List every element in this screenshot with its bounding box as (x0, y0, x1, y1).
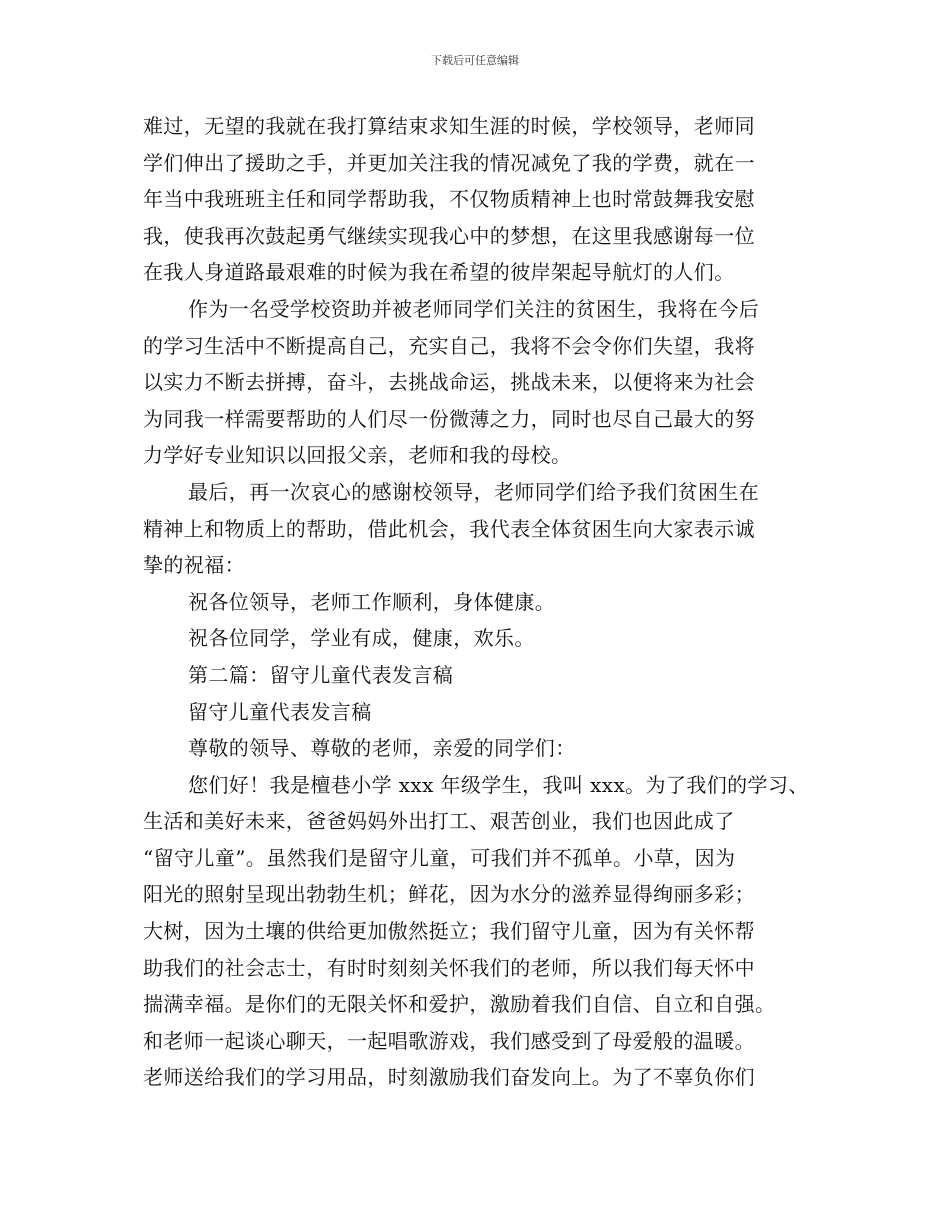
text-line: 挚的祝福： (143, 553, 245, 578)
text-line: 作为一名受学校资助并被老师同学们关注的贫困生，我将在今后 (188, 296, 760, 321)
text-line: 的学习生活中不断提高自己，充实自己，我将不会令你们失望，我将 (143, 333, 755, 358)
text-line: 年当中我班班主任和同学帮助我，不仅物质精神上也时常鼓舞我安慰 (143, 187, 755, 212)
text-line: 为同我一样需要帮助的人们尽一份微薄之力，同时也尽自己最大的努 (143, 406, 755, 431)
text-line: 祝各位领导，老师工作顺利，身体健康。 (188, 589, 556, 614)
text-line: 揣满幸福。是你们的无限关怀和爱护，激励着我们自信、自立和自强。 (143, 992, 776, 1017)
section-subtitle: 留守儿童代表发言稿 (188, 699, 372, 724)
text-line: “留守儿童”。虽然我们是留守儿童，可我们并不孤单。小草，因为 (143, 845, 736, 870)
text-line: 生活和美好未来，爸爸妈妈外出打工、艰苦创业，我们也因此成了 (143, 809, 735, 834)
text-line: 大树，因为土壤的供给更加傲然挺立；我们留守儿童，因为有关怀帮 (143, 919, 755, 944)
text-line: 学们伸出了援助之手，并更加关注我的情况减免了我的学费，就在一 (143, 150, 755, 175)
text-line: 和老师一起谈心聊天，一起唱歌游戏，我们感受到了母爱般的温暖。 (143, 1028, 755, 1053)
text-line: 在我人身道路最艰难的时候为我在希望的彼岸架起导航灯的人们。 (143, 260, 735, 285)
section-heading: 第二篇：留守儿童代表发言稿 (188, 662, 454, 687)
text-line: 力学好专业知识以回报父亲，老师和我的母校。 (143, 443, 572, 468)
text-line: 阳光的照射呈现出勃勃生机；鲜花，因为水分的滋养显得绚丽多彩； (143, 882, 755, 907)
text-line: 助我们的社会志士，有时时刻刻关怀我们的老师，所以我们每天怀中 (143, 955, 755, 980)
page-header: 下载后可任意编辑 (431, 54, 519, 67)
text-line: 以实力不断去拼搏，奋斗，去挑战命运，挑战未来，以便将来为社会 (143, 370, 755, 395)
salutation-line: 尊敬的领导、尊敬的老师，亲爱的同学们： (188, 736, 576, 761)
text-line: 祝各位同学，学业有成，健康，欢乐。 (188, 626, 535, 651)
text-line: 最后，再一次哀心的感谢校领导，老师同学们给予我们贫困生在 (188, 479, 760, 504)
document-body (143, 108, 823, 1096)
text-line: 您们好！我是檀巷小学 xxx 年级学生，我叫 xxx。为了我们的学习、 (188, 772, 809, 797)
text-line: 我，使我再次鼓起勇气继续实现我心中的梦想，在这里我感谢每一位 (143, 223, 755, 248)
text-line: 精神上和物质上的帮助，借此机会，我代表全体贫困生向大家表示诚 (143, 516, 755, 541)
text-line: 难过，无望的我就在我打算结束求知生涯的时候，学校领导，老师同 (143, 114, 755, 138)
text-line: 老师送给我们的学习用品，时刻激励我们奋发向上。为了不辜负你们 (143, 1065, 755, 1090)
